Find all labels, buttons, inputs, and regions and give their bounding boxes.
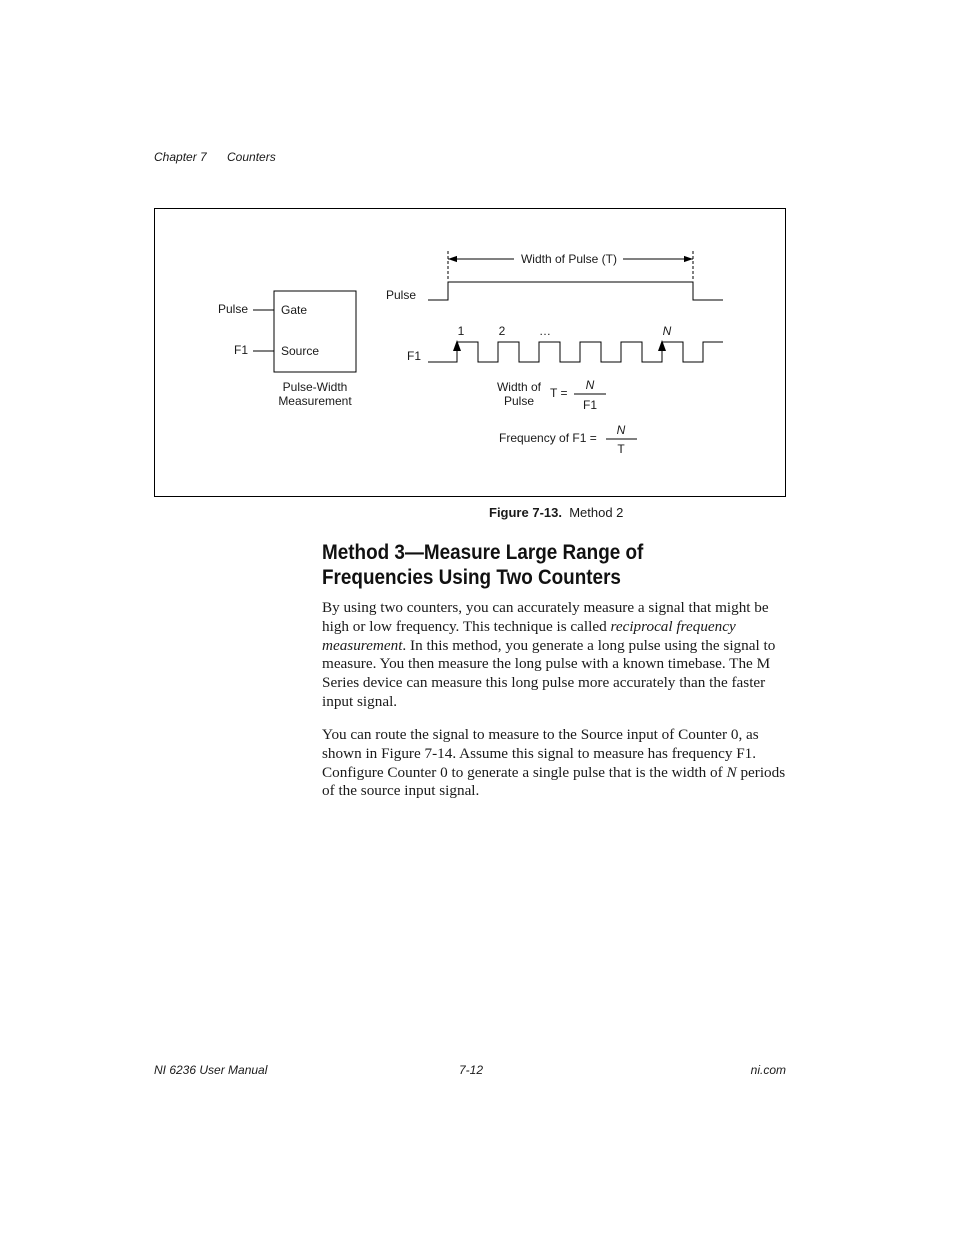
width-line2: Pulse — [503, 394, 535, 408]
count-1-label: 1 — [457, 324, 465, 338]
timing-pulse-label: Pulse — [386, 288, 417, 302]
method-2-diagram — [155, 209, 787, 498]
header-section: Counters — [227, 150, 276, 164]
figure-7-13 — [154, 208, 786, 497]
p1-text-a: By using two counters, you can accurately measure a signal that might be high or low frequency. This technique is called — [322, 599, 769, 635]
box-caption-line1: Pulse-Width — [282, 380, 348, 394]
source-label: Source — [281, 344, 320, 358]
box-pulse-label: Pulse — [218, 302, 249, 316]
count-2-label: 2 — [498, 324, 506, 338]
header-chapter: Chapter 7 — [154, 150, 207, 164]
p1-emphasis: reciprocal frequency measurement — [322, 617, 736, 654]
timing-f1-label: F1 — [407, 349, 422, 363]
count-n-label: N — [662, 324, 672, 338]
footer-page-number: 7-12 — [459, 1063, 484, 1077]
eq1-denominator: F1 — [582, 398, 598, 412]
freq-label: Frequency of F1 = — [499, 431, 597, 445]
caption-text: Method 2 — [569, 505, 624, 520]
footer-manual-title: NI 6236 User Manual — [154, 1063, 268, 1077]
p1-text-b: . In this method, you generate a long pulse using the signal to measure. You then measure the long pulse with a known timebase. The M Series device can measure this long pulse more accurately than the faster input signal. — [322, 636, 776, 710]
box-caption-line2: Measurement — [278, 394, 352, 408]
eq1-numerator: N — [585, 378, 595, 392]
paragraph-1 — [322, 599, 786, 712]
box-f1-label: F1 — [234, 343, 249, 357]
paragraph-2 — [322, 726, 786, 801]
section-title: Method 3—Measure Large Range of Frequencies Using Two Counters — [322, 541, 644, 589]
p2-emphasis: N — [726, 763, 737, 781]
running-header — [154, 150, 276, 164]
t-equals: T = — [550, 386, 568, 400]
p2-text-b: periods of the source input signal. — [322, 763, 786, 800]
footer-website: ni.com — [750, 1063, 786, 1077]
f1-clock-waveform — [428, 342, 723, 362]
width-line1: Width of — [496, 380, 542, 394]
p2-text-a: You can route the signal to measure to the Source input of Counter 0, as shown in Figure 7-14. Assume this signal to measure has frequency F1. Configure Counter 0 to generate a single pulse that is the width of — [322, 726, 759, 781]
caption-label: Figure 7-13. — [489, 505, 562, 520]
count-ellipsis-label: … — [539, 324, 551, 338]
eq2-denominator: T — [617, 442, 625, 456]
pulse-waveform — [428, 282, 723, 300]
gate-label: Gate — [281, 303, 308, 317]
width-of-pulse-label: Width of Pulse (T) — [520, 252, 618, 266]
eq2-numerator: N — [616, 423, 626, 437]
figure-caption — [489, 505, 623, 520]
